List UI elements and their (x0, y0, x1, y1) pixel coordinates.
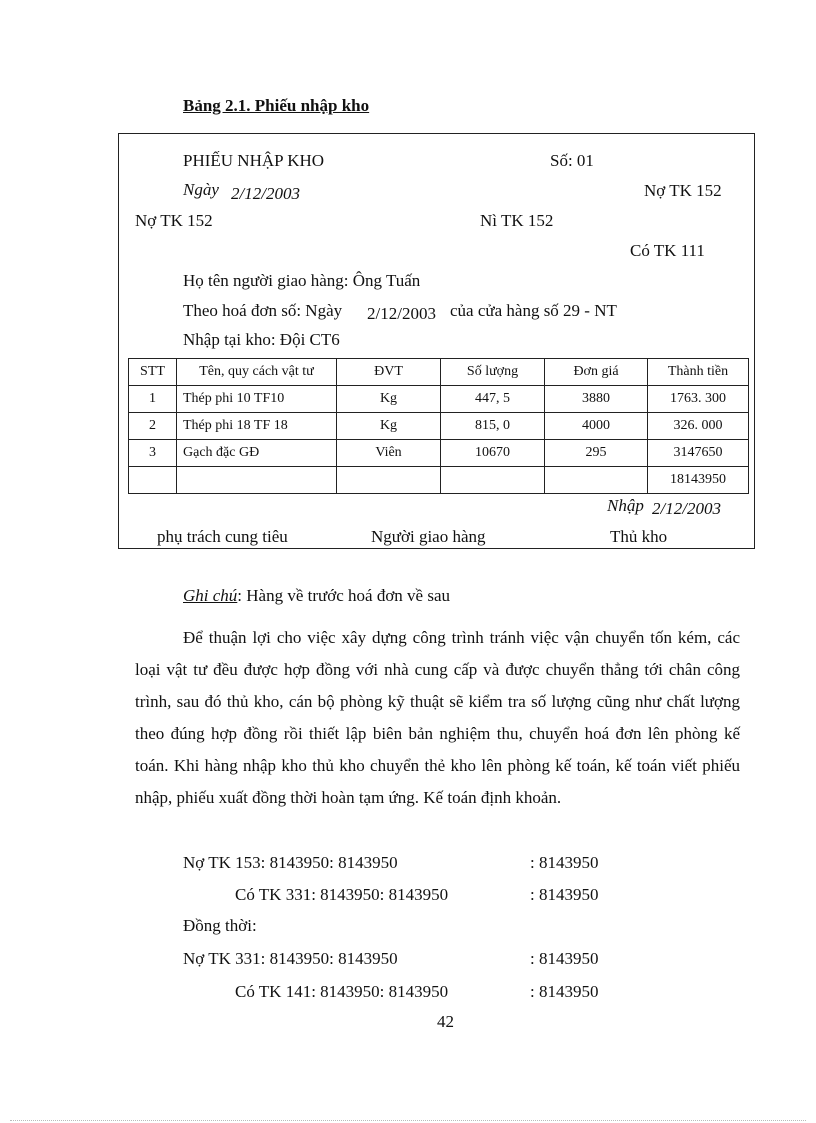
entry-right: : 8143950 (530, 853, 599, 872)
entry-label: Nhập (607, 496, 644, 515)
cell: 3 (129, 440, 177, 467)
cell: 1 (129, 386, 177, 413)
section-heading: Bảng 2.1. Phiếu nhập kho (183, 96, 370, 115)
entry-left: Đồng thời: (183, 916, 257, 935)
cell: 2 (129, 413, 177, 440)
cell: Viên (337, 440, 441, 467)
body-paragraph (135, 622, 740, 814)
table-row (129, 440, 749, 467)
cell (129, 467, 177, 494)
deliverer-line: Họ tên người giao hàng: Ông Tuấn (183, 271, 421, 290)
note-line (183, 586, 450, 606)
cell: 1763. 300 (648, 386, 749, 413)
ni-line: Nì TK 152 (480, 211, 554, 230)
receipt-number: Số: 01 (550, 151, 594, 170)
cell: 4000 (545, 413, 648, 440)
warehouse-line: Nhập tại kho: Đội CT6 (183, 330, 340, 349)
cell: 10670 (441, 440, 545, 467)
header-cell: ĐVT (337, 359, 441, 386)
cell (337, 467, 441, 494)
entry-right: : 8143950 (530, 885, 599, 904)
entry-left: Có TK 331: 8143950: 8143950 (235, 885, 449, 904)
note-text: : Hàng về trước hoá đơn về sau (237, 586, 451, 605)
cell: 3147650 (648, 440, 749, 467)
total-cell: 18143950 (648, 467, 749, 494)
invoice-suffix: của cửa hàng số 29 - NT (450, 301, 617, 320)
date-value: 2/12/2003 (231, 184, 300, 203)
table-header-row (129, 359, 749, 386)
header-cell: Đơn giá (545, 359, 648, 386)
signature-deliverer: Người giao hàng (371, 527, 486, 546)
table-total-row (129, 467, 749, 494)
cell (441, 467, 545, 494)
header-cell: Số lượng (441, 359, 545, 386)
receipt-title: PHIẾU NHẬP KHO (183, 151, 325, 170)
goods-table (128, 358, 749, 494)
header-cell: Tên, quy cách vật tư (177, 359, 337, 386)
debit-right: Nợ TK 152 (644, 181, 722, 200)
entry-left: Nợ TK 331: 8143950: 8143950 (183, 949, 398, 968)
cell: 295 (545, 440, 648, 467)
invoice-date: 2/12/2003 (367, 304, 436, 323)
entry-left: Nợ TK 153: 8143950: 8143950 (183, 853, 398, 872)
entry-left: Có TK 141: 8143950: 8143950 (235, 982, 449, 1001)
table-row (129, 413, 749, 440)
entry-right: : 8143950 (530, 982, 599, 1001)
cell: 447, 5 (441, 386, 545, 413)
cell: Gạch đặc GĐ (177, 440, 337, 467)
cell: 326. 000 (648, 413, 749, 440)
cell: 815, 0 (441, 413, 545, 440)
cell (545, 467, 648, 494)
cell: Thép phi 10 TF10 (177, 386, 337, 413)
cell: 3880 (545, 386, 648, 413)
note-label: Ghi chú (183, 586, 238, 605)
debit-left: Nợ TK 152 (135, 211, 213, 230)
entry-date: 2/12/2003 (652, 499, 721, 518)
entry-right: : 8143950 (530, 949, 599, 968)
invoice-prefix: Theo hoá đơn số: Ngày (183, 301, 343, 320)
paragraph-text: Để thuận lợi cho việc xây dựng công trình tránh việc vận chuyển tốn kém, các loại vật tư đều được hợp đồng với nhà cung cấp và được chuyển thẳng tới chân công trình, sau đó thủ kho, cán bộ phòng kỹ thuật sẽ kiểm tra số lượng cũng như chất lượng theo đúng hợp đồng rồi thiết lập biên bản nghiệm thu, chuyển hoá đơn lên phòng kế toán. Khi hàng nhập kho thủ kho chuyển thẻ kho lên phòng kế toán, kế toán viết phiếu nhập, phiếu xuất đồng thời hoàn tạm ứng. Kế toán định khoản. (135, 628, 740, 807)
signature-storekeeper: Thủ kho (610, 527, 668, 546)
table-row (129, 386, 749, 413)
header-cell: Thành tiền (648, 359, 749, 386)
cell: Kg (337, 413, 441, 440)
cell: Kg (337, 386, 441, 413)
header-cell: STT (129, 359, 177, 386)
cell (177, 467, 337, 494)
credit-line: Có TK 111 (630, 241, 705, 260)
page-number: 42 (437, 1012, 454, 1031)
cell: Thép phi 18 TF 18 (177, 413, 337, 440)
signature-supply: phụ trách cung tiêu (157, 527, 288, 546)
footer-divider (10, 1120, 806, 1121)
date-label: Ngày (183, 180, 219, 199)
